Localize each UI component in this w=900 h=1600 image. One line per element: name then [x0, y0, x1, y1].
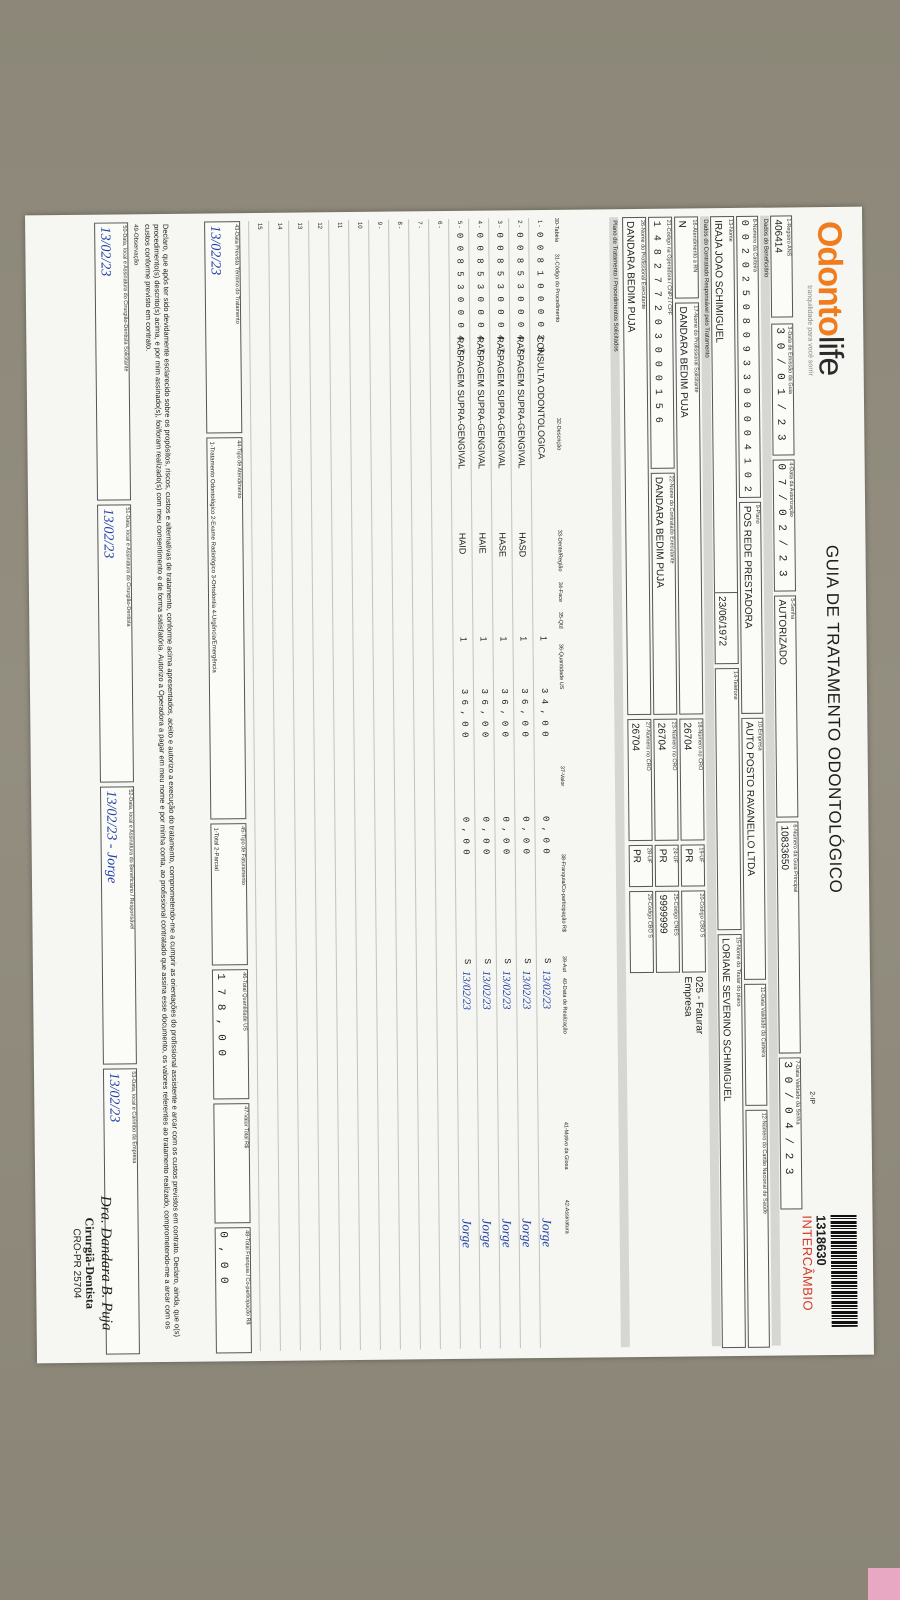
field-profissional-solicitante: 17-Nome do Profissional Solicitante DANDARA BEDIM PUJA: [675, 302, 703, 714]
table-row: 1 - 0 0 8 1 0 0 0 0 3 0 CONSULTA ODONTOLOGICA 1 3 4 , 0 0 0 , 0 0 S 13/02/23 Jorge: [528, 218, 560, 1348]
barcode-icon: [831, 1215, 858, 1327]
field-uf-executante: 28-UF PR: [629, 845, 653, 887]
field-total-us: 46-Total Quantidade US 1 7 8 , 0 0: [212, 969, 249, 1099]
guide-number: 1318630: [813, 1215, 830, 1266]
signature-52: 52-Data, local e Assinatura do Beneficiário / Responsável 13/02/23 - Jorge: [100, 786, 137, 1064]
observacao-label: 49-Observação: [132, 224, 139, 266]
field-registro-ans: 1-Registro ANS 406414: [770, 215, 793, 317]
field-empresa: 10-Empresa AUTO POSTO RAVANELLO LTDA: [741, 718, 766, 980]
field-cnes: 25-Código CNES 9999999: [655, 891, 680, 973]
page-tag: 2-IP: [808, 1091, 816, 1105]
field-nome: 13-Nome IRAJA JOAO SCHIMIGUEL: [710, 216, 738, 594]
table-row-empty: 11: [328, 220, 360, 1350]
table-row-empty: 8 -: [388, 219, 420, 1349]
section-beneficiario: Dados do Beneficiário: [760, 216, 781, 1346]
field-contratado-executante: 22-Nome do Contratado Executante DANDARA BEDIM PUJA: [651, 473, 678, 715]
table-row: 3 - 0 0 8 5 3 0 0 0 4 7 RASPAGEM SUPRA-GENGIVAL HASE 1 3 6 , 0 0 0 , 0 0 S 13/02/23 Jorge: [488, 218, 520, 1348]
faturar-note: 025 - Faturar Empresa: [682, 976, 705, 1035]
field-cartao-nacional: 12-Número do Cartão Nacional de Saúde: [745, 1110, 769, 1348]
signature-50: 50-Data, local e Assinatura do Cirurgião-Dentista Solicitante 13/02/23: [94, 222, 131, 500]
treatment-guide-form: [33, 215, 860, 1353]
field-codigo-operadora: 21-Código na Operadora / CNPJ / CPF 1 4 8 2 7 7 2 0 3 0 0 0 1 5 6: [648, 217, 675, 469]
field-plano: 9-Plano POS REDE PRESTADORA: [739, 502, 763, 714]
signature-51: 51-Data, local e Assinatura do Cirurgião-Dentista 13/02/23: [97, 504, 134, 782]
field-cbo: 20-Código CBO S: [681, 890, 706, 972]
field-termino-tratamento: 43-Data Prevista Término do Tratamento 13/02/23: [204, 221, 242, 433]
field-senha: 5-Senha AUTORIZADO: [774, 595, 798, 817]
patient-signature: Jorge: [519, 1218, 535, 1248]
table-row-empty: 12: [308, 220, 340, 1350]
field-guia-principal: 6-Número da Guia Principal 10833650: [776, 821, 800, 1053]
patient-signature: Jorge: [479, 1218, 495, 1248]
section-contratado: Dados do Contratado Responsável pelo Tratamento: [700, 216, 721, 1346]
field-cro: 18-Número no CRO 26704: [679, 718, 704, 840]
table-row-empty: 13: [288, 220, 320, 1350]
form-title: GUIA DE TRATAMENTO ODONTOLÓGICO: [822, 544, 846, 894]
field-uf: 19-UF PR: [681, 844, 705, 886]
paper-sheet: [25, 207, 874, 1364]
table-row-empty: 6 -: [428, 219, 460, 1349]
field-validade-carteira: 11-Data Validade da Carteira: [744, 984, 767, 1106]
field-valor-total: 47-Valor Total R$: [213, 1103, 250, 1223]
guide-type: INTERCÂMBIO: [799, 1215, 816, 1312]
field-tipo-atendimento: 44-Tipo de Atendimento 1-Tratamento Odontológico 2-Exame Radiológico 3-Ortodontia 4-Urgência/Emergência: [206, 437, 246, 819]
table-row-empty: 14: [268, 221, 300, 1351]
field-cbo-executante: 29-Código CBO S: [629, 891, 654, 973]
field-titular: 15-Nome do Titular do plano LORIANE SEVERINO SCHIMIGUEL: [718, 934, 746, 1348]
field-data-autorizacao: 4-Data da Autorização 0 7 / 0 2 / 2 3: [773, 459, 796, 591]
field-cro-contratado: 23-Número no CRO 26704: [653, 719, 678, 841]
table-row: 5 - 0 0 8 5 3 0 0 0 4 7 RASPAGEM SUPRA-GENGIVAL HAID 1 3 6 , 0 0 0 , 0 0 S 13/02/23 Jorge: [448, 219, 480, 1349]
field-tipo-faturamento: 45-Tipo de Faturamento 1-Total 2-Parcial: [210, 823, 247, 965]
table-header: 30-Tabela 31-Código do Procedimento 32-Descrição 33-Dente/Região 34-Face 35-Qtd 36-Quantidade US 37-Valor 38-Franquia/Co-participação R$ 39-Aut 40-Data de Realização 41-Motivo da Glosa 42-Assinatura: [553, 217, 570, 1234]
table-row-empty: 15: [248, 221, 280, 1351]
patient-signature: Jorge: [499, 1218, 515, 1248]
dentist-stamp: Dra. Dandara B. Puja Cirurgiã-Dentista CRO-PR 25704: [70, 1195, 115, 1331]
table-row: 2 - 0 0 8 5 3 0 0 0 4 7 RASPAGEM SUPRA-GENGIVAL HASD 1 3 6 , 0 0 0 , 0 0 S 13/02/23 Jorge: [508, 218, 540, 1348]
field-carteira: 8-Número da Carteira 0 0 2 0 2 5 0 8 0 9 3 3 0 0 0 0 4 1 0 2: [736, 216, 761, 498]
declaration-text: Declaro, que após ter sido devidamente esclarecido sobre os propósitos, riscos, custos e alternativas de tratamento, conforme acima apresentados, aceito e autorizo a execução do tratamento, comprometendo-me a cumprir as orientações do profissional assistente e arcar com os custos previstos em contrato. Declaro, ainda, que o(s) procedimento(s) descrito(s) acima, e por mim assinado(s), foi/foram realizado(s) com meu consentimento e de forma satisfatória. Autorizo a Operadora a pagar em meu nome e por minha conta, ao profissional contratado que assina esse documento, os valores referentes ao tratamento realizado, comprometendo-me a arcar com os custos conforme previsto em contrato.: [143, 223, 182, 1337]
patient-signature: Jorge: [459, 1218, 475, 1249]
field-uf-contratado: 24-UF PR: [655, 845, 679, 887]
table-row-empty: 10: [348, 220, 380, 1350]
pink-object: [868, 1568, 900, 1600]
section-procedimentos: Plano de Tratamento / Procedimentos Solicitados: [609, 217, 630, 1347]
table-row-empty: 9 -: [368, 220, 400, 1350]
field-telefone: 14-Telefone: [715, 668, 742, 930]
signature-53: 53-Data, local e Carimbo da Empresa 13/02/23: [103, 1068, 140, 1354]
field-nascimento: 23/06/1972: [714, 592, 739, 664]
field-profissional-executante: 26-Nome do Profissional Executante DANDARA BEDIM PUJA: [622, 217, 651, 715]
field-total-franquia: 48-Total Franquia / Co-participação R$ 0 , 0 0: [215, 1227, 252, 1353]
table-row-empty: 7 -: [408, 219, 440, 1349]
odontolife-logo: Odontolife: [810, 220, 850, 376]
field-validade-senha: 7-Data Validade da Senha 3 0 / 0 4 / 2 3: [779, 1057, 803, 1209]
field-cro-executante: 27-Número no CRO 26704: [627, 719, 652, 841]
table-row: 4 - 0 0 8 5 3 0 0 0 4 7 RASPAGEM SUPRA-GENGIVAL HAIE 1 3 6 , 0 0 0 , 0 0 S 13/02/23 Jorge: [468, 219, 500, 1349]
patient-signature: Jorge: [539, 1217, 555, 1248]
field-atendimento-rn: 16-Atendimento a RN N: [674, 216, 699, 298]
field-data-emissao: 3-Data de Emissão da Guia 3 0 / 0 1 / 2 3: [771, 323, 794, 455]
logo-tagline: tranquilidade para você sorrir: [805, 285, 814, 376]
